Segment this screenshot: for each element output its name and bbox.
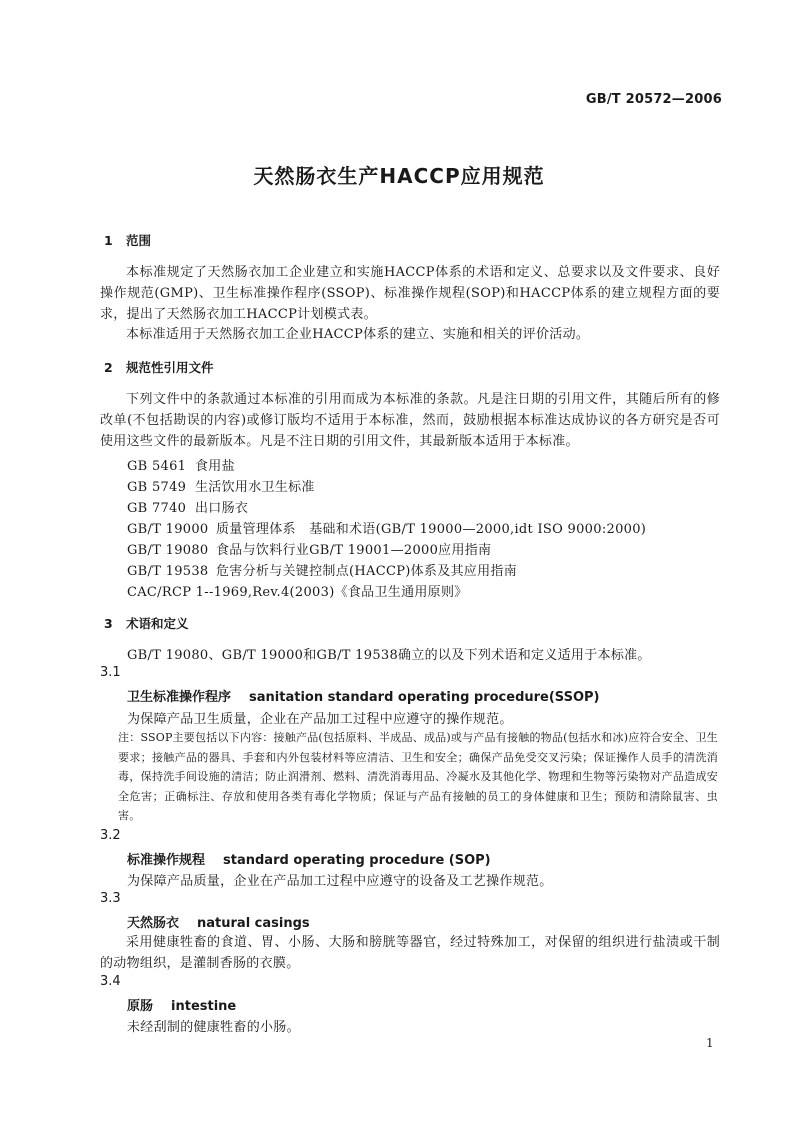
term-heading (127, 995, 236, 1014)
reference-item (127, 497, 248, 516)
reference-item (127, 455, 235, 474)
reference-code: GB/T 19080 (127, 543, 209, 558)
term-en: standard operating procedure (SOP) (223, 853, 491, 868)
term-zh: 卫生标准操作程序 (127, 690, 232, 705)
term-zh: 天然肠衣 (127, 916, 180, 931)
term-zh: 标准操作规程 (127, 853, 206, 868)
section-2-heading (104, 358, 214, 376)
term-number: 3.3 (100, 891, 121, 906)
reference-code: CAC/RCP 1--1969,Rev.4(2003) (127, 585, 335, 600)
term-zh: 原肠 (127, 999, 154, 1014)
reference-code: GB 5749 (127, 480, 187, 495)
term-definition: 为保障产品卫生质量，企业在产品加工过程中应遵守的操作规范。 (127, 712, 513, 727)
term-heading (127, 912, 310, 931)
term-en: sanitation standard operating procedure(SSOP) (249, 690, 600, 705)
term-note: 注：SSOP主要包括以下内容：接触产品(包括原料、半成品、成品)或与产品有接触的物品(包括水和冰)应符合安全、卫生要求；接触产品的器具、手套和内外包装材料等应清洁、卫生和安全；确保产品免受交叉污染；保证操作人员手的清洗消毒，保持洗手间设施的清洁；防止润滑剂、燃料、清洗消毒用品、冷凝水及其他化学、物理和生物等污染物对产品造成安全危害；正确标注、存放和使用各类有毒化学物质；保证与产品有接触的员工的身体健康和卫生；预防和清除鼠害、虫害。 (118, 731, 718, 823)
section-number: 1 (104, 233, 113, 248)
term-number: 3.1 (100, 665, 121, 680)
reference-item (127, 581, 468, 600)
term-definition: 未经刮制的健康牲畜的小肠。 (127, 1020, 300, 1035)
term-en: natural casings (197, 916, 310, 931)
reference-item (127, 518, 646, 537)
term-en: intestine (171, 999, 237, 1014)
section-1-heading (104, 231, 151, 249)
term-heading (127, 849, 491, 868)
reference-code: GB/T 19538 (127, 564, 209, 579)
section-2-paragraph: 下列文件中的条款通过本标准的引用而成为本标准的条款。凡是注日期的引用文件，其随后所有的修改单(不包括勘误的内容)或修订版均不适用于本标准，然而，鼓励根据本标准达成协议的各方研究是否可使用这些文件的最新版本。凡是不注日期的引用文件，其最新版本适用于本标准。 (100, 392, 720, 449)
standard-code: GB/T 20572—2006 (585, 92, 722, 107)
reference-item (127, 476, 315, 495)
section-3-heading (104, 614, 189, 632)
section-title: 术语和定义 (126, 616, 189, 631)
term-number: 3.4 (100, 974, 121, 989)
term-number: 3.2 (100, 828, 121, 843)
document-title: 天然肠衣生产HACCP应用规范 (253, 164, 545, 188)
reference-title: 危害分析与关键控制点(HACCP)体系及其应用指南 (216, 564, 518, 579)
reference-item (127, 560, 517, 579)
section-number: 2 (104, 360, 113, 375)
page-number: 1 (706, 1036, 714, 1050)
reference-code: GB 7740 (127, 501, 187, 516)
reference-title: 食品与饮料行业GB/T 19001—2000应用指南 (216, 543, 492, 558)
reference-item (127, 539, 491, 558)
reference-title: 生活饮用水卫生标准 (195, 480, 315, 495)
section-title: 范围 (126, 233, 152, 248)
reference-title: 《食品卫生通用原则》 (334, 585, 468, 600)
reference-title: 质量管理体系 基础和术语(GB/T 19000—2000,idt ISO 9000:2000) (216, 522, 647, 537)
section-3-intro: GB/T 19080、GB/T 19000和GB/T 19538确立的以及下列术语和定义适用于本标准。 (127, 648, 651, 663)
section-number: 3 (104, 616, 113, 631)
term-definition: 采用健康牲畜的食道、胃、小肠、大肠和膀胱等器官，经过特殊加工，对保留的组织进行盐渍或干制的动物组织，是灌制香肠的衣膜。 (100, 935, 720, 971)
section-1-paragraph-2: 本标准适用于天然肠衣加工企业HACCP体系的建立、实施和相关的评价活动。 (126, 327, 590, 342)
reference-title: 出口肠衣 (195, 501, 249, 516)
reference-code: GB 5461 (127, 459, 187, 474)
section-title: 规范性引用文件 (126, 360, 214, 375)
section-1-paragraph-1: 本标准规定了天然肠衣加工企业建立和实施HACCP体系的术语和定义、总要求以及文件要求、良好操作规范(GMP)、卫生标准操作程序(SSOP)、标准操作规程(SOP)和HACCP体系的建立规程方面的要求，提出了天然肠衣加工HACCP计划模式表。 (100, 265, 720, 322)
reference-code: GB/T 19000 (127, 522, 209, 537)
term-definition: 为保障产品质量，企业在产品加工过程中应遵守的设备及工艺操作规范。 (127, 874, 553, 889)
term-heading (127, 686, 599, 705)
reference-title: 食用盐 (195, 459, 235, 474)
